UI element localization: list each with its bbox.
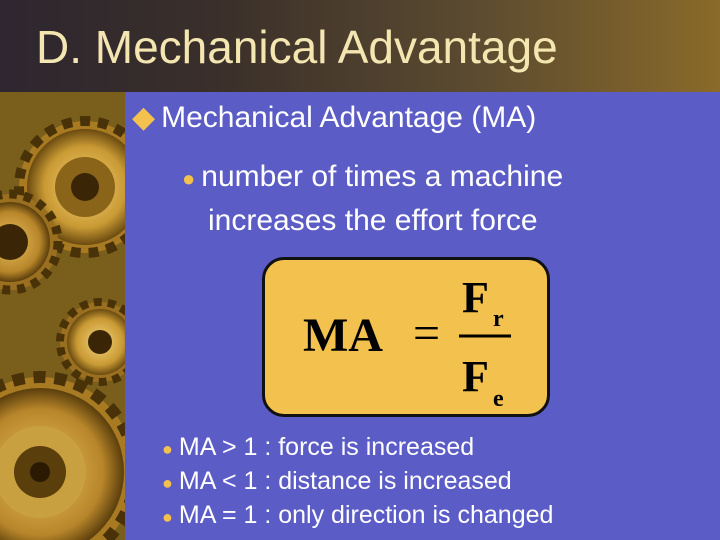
bullet-definition bbox=[182, 156, 563, 242]
ma-formula bbox=[265, 260, 547, 414]
formula-lhs: MA bbox=[303, 309, 383, 362]
formula-equals: = bbox=[413, 307, 441, 360]
formula-box bbox=[262, 257, 550, 417]
formula-numerator-subscript: r bbox=[493, 306, 504, 332]
case-ma-equal bbox=[162, 501, 553, 530]
dot-bullet-icon: ● bbox=[182, 166, 196, 191]
bullet-ma-text: Mechanical Advantage (MA) bbox=[161, 101, 537, 134]
gears-image bbox=[0, 92, 125, 540]
diamond-bullet-icon: ◆ bbox=[132, 101, 156, 134]
gears-illustration bbox=[0, 92, 125, 540]
bullet-ma bbox=[132, 100, 536, 135]
dot-bullet-icon: ● bbox=[162, 439, 173, 459]
case-ma-equal-text: MA = 1 : only direction is changed bbox=[178, 501, 554, 529]
formula-denominator: F bbox=[462, 352, 489, 401]
definition-line-2: increases the effort force bbox=[208, 204, 538, 237]
formula-numerator: F bbox=[462, 273, 489, 322]
formula-denominator-subscript: e bbox=[493, 386, 504, 412]
case-ma-less bbox=[162, 467, 512, 496]
definition-line-1 bbox=[182, 156, 563, 200]
definition-line-1-text: number of times a machine bbox=[201, 160, 564, 193]
case-ma-greater bbox=[162, 433, 474, 462]
dot-bullet-icon: ● bbox=[162, 507, 173, 527]
case-ma-greater-text: MA > 1 : force is increased bbox=[178, 433, 475, 461]
title-bar bbox=[0, 0, 720, 92]
case-ma-less-text: MA < 1 : distance is increased bbox=[178, 467, 512, 495]
slide-title: D. Mechanical Advantage bbox=[36, 21, 558, 73]
dot-bullet-icon: ● bbox=[162, 473, 173, 493]
